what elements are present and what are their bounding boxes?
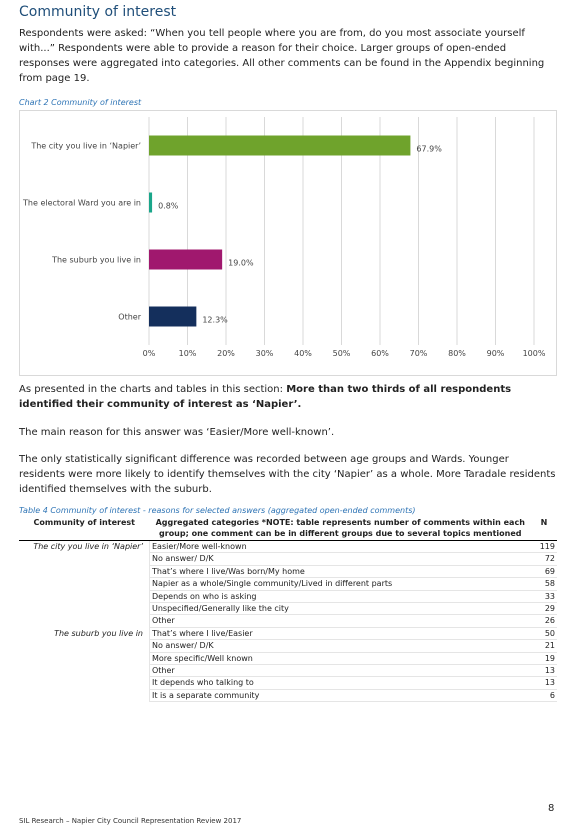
x-tick-label: 30% xyxy=(255,349,274,358)
table-row xyxy=(19,665,557,677)
intro-paragraph: Respondents were asked: “When you tell people where you are from, do you most associate yourself with...” Respondents were able to provide a reason for their choice. Larger groups of open-ended responses were aggregated into categories. All other comments can be found in the Appendix beginning from page 19. xyxy=(19,28,545,84)
bar xyxy=(149,136,410,156)
row-count: 21 xyxy=(531,640,557,652)
x-tick-label: 60% xyxy=(371,349,389,358)
category-label: The city you live in ‘Napier’ xyxy=(31,141,141,151)
page-number: 8 xyxy=(548,803,555,814)
x-tick-label: 70% xyxy=(409,349,428,358)
row-count: 19 xyxy=(531,652,557,664)
header-categories: Aggregated categories *NOTE: table represents number of comments within each group; one comment can be in different groups due to several topics mentioned xyxy=(150,517,532,541)
difference-paragraph: The only statistically significant difference was recorded between age groups and Wards. Younger residents were more likely to identify themselves with the city ‘Napier’ as a whole. More Taradale residents identified themselves with the suburb. xyxy=(19,454,556,495)
value-label: 67.9% xyxy=(416,144,442,154)
value-label: 0.8% xyxy=(158,201,179,211)
row-group: The city you live in ‘Napier’ xyxy=(33,542,143,552)
row-group xyxy=(19,565,150,577)
row-category: That’s where I live/Easier xyxy=(150,627,532,639)
row-group xyxy=(19,603,150,615)
row-count: 72 xyxy=(531,553,557,565)
row-group xyxy=(19,640,150,652)
row-count: 33 xyxy=(531,590,557,602)
row-count: 50 xyxy=(531,627,557,639)
row-count: 13 xyxy=(531,665,557,677)
row-group: The suburb you live in xyxy=(54,628,143,638)
table-row xyxy=(19,689,557,701)
row-category: Depends on who is asking xyxy=(150,590,532,602)
row-category: That’s where I live/Was born/My home xyxy=(150,565,532,577)
value-label: 19.0% xyxy=(228,258,254,268)
x-tick-label: 40% xyxy=(294,349,312,358)
row-group xyxy=(19,665,150,677)
table-row xyxy=(19,590,557,602)
row-group xyxy=(19,590,150,602)
table-row xyxy=(19,615,557,627)
summary-text: As presented in the charts and tables in this section: xyxy=(19,384,287,395)
table-row xyxy=(19,553,557,565)
x-tick-label: 0% xyxy=(142,349,156,358)
row-group xyxy=(19,652,150,664)
category-label: Other xyxy=(118,312,141,322)
table-row xyxy=(19,640,557,652)
category-label: The suburb you live in xyxy=(52,255,141,265)
header-community: Community of interest xyxy=(19,517,150,541)
table-row xyxy=(19,541,557,553)
table-caption: Table 4 Community of interest - reasons for selected answers (aggregated open-ended comments) xyxy=(19,506,416,515)
row-group xyxy=(19,553,150,565)
table-row xyxy=(19,565,557,577)
chart-caption: Chart 2 Community of interest xyxy=(19,98,142,107)
bar-chart xyxy=(0,0,576,380)
x-tick-label: 10% xyxy=(178,349,197,358)
row-group xyxy=(19,689,150,701)
row-category: Napier as a whole/Single community/Lived in different parts xyxy=(150,578,532,590)
row-count: 58 xyxy=(531,578,557,590)
row-count: 119 xyxy=(531,541,557,553)
table-row xyxy=(19,677,557,689)
table-row xyxy=(19,627,557,639)
row-category: It depends who talking to xyxy=(150,677,532,689)
footer-text: SIL Research – Napier City Council Representation Review 2017 xyxy=(19,817,242,825)
reason-paragraph: The main reason for this answer was ‘Easier/More well-known’. xyxy=(19,427,335,438)
bar xyxy=(149,250,222,270)
bar xyxy=(149,307,196,327)
row-count: 69 xyxy=(531,565,557,577)
row-count: 6 xyxy=(531,689,557,701)
row-category: No answer/ D/K xyxy=(150,640,532,652)
row-group xyxy=(19,578,150,590)
row-category: Other xyxy=(150,665,532,677)
reasons-table xyxy=(19,517,557,702)
row-group xyxy=(19,615,150,627)
table-row xyxy=(19,603,557,615)
header-n: N xyxy=(531,517,557,541)
table-header-row xyxy=(19,517,557,541)
value-label: 12.3% xyxy=(202,315,228,325)
row-category: More specific/Well known xyxy=(150,652,532,664)
summary-paragraph xyxy=(19,382,557,412)
category-label: The electoral Ward you are in xyxy=(23,198,141,208)
row-group xyxy=(19,677,150,689)
row-category: Easier/More well-known xyxy=(150,541,532,553)
row-count: 29 xyxy=(531,603,557,615)
section-heading: Community of interest xyxy=(19,4,177,20)
x-tick-label: 80% xyxy=(448,349,466,358)
row-category: No answer/ D/K xyxy=(150,553,532,565)
row-category: Other xyxy=(150,615,532,627)
row-category: It is a separate community xyxy=(150,689,532,701)
row-count: 13 xyxy=(531,677,557,689)
table-row xyxy=(19,652,557,664)
x-tick-label: 100% xyxy=(522,349,546,358)
row-category: Unspecified/Generally like the city xyxy=(150,603,532,615)
bar xyxy=(149,193,152,213)
summary-highlight: More than two thirds of all respondents identified their community of interest as ‘Napier’. xyxy=(19,384,512,410)
x-tick-label: 20% xyxy=(217,349,235,358)
x-tick-label: 50% xyxy=(332,349,351,358)
table-row xyxy=(19,578,557,590)
row-count: 26 xyxy=(531,615,557,627)
x-tick-label: 90% xyxy=(486,349,505,358)
